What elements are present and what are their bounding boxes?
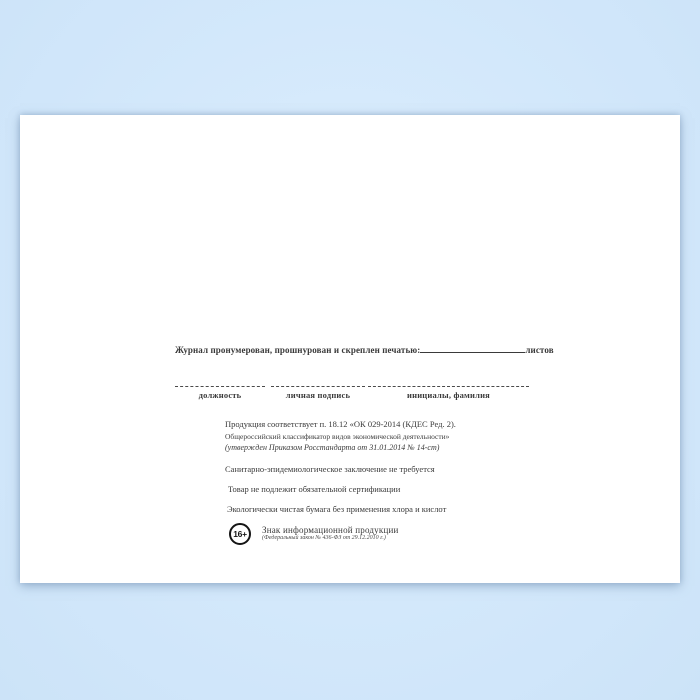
note-sanitary: Санитарно-эпидемиологическое заключение не требуется	[225, 464, 435, 474]
compliance-line-2: Общероссийский классификатор видов экономической деятельности»	[225, 431, 450, 441]
journal-back-page	[20, 115, 680, 583]
note-eco-paper: Экологически чистая бумага без применения хлора и кислот	[227, 504, 447, 514]
signature-field-initials-surname	[368, 386, 529, 400]
signature-label: должность	[198, 390, 242, 400]
age-16plus-badge-icon: 16+	[229, 523, 251, 545]
signature-field-position	[175, 386, 265, 400]
age-mark-subtitle: (Федеральный закон № 436-ФЗ от 29.12.2010 г.)	[262, 535, 386, 541]
compliance-paragraph	[225, 419, 456, 453]
stamp-sentence	[175, 345, 554, 355]
age-mark-text	[262, 525, 399, 542]
fill-in-blank-line	[420, 345, 525, 353]
signature-row	[175, 386, 530, 408]
stamp-sentence-text: Журнал пронумерован, прошнурован и скреплен печатью:	[175, 345, 421, 355]
signature-label: инициалы, фамилия	[407, 390, 490, 400]
compliance-line-3: (утвержден Приказом Росстандарта от 31.01.2014 № 14-ст)	[225, 442, 440, 452]
signature-field-personal-signature	[271, 386, 365, 400]
compliance-line-1: Продукция соответствует п. 18.12 «ОК 029-2014 (КДЕС Ред. 2).	[225, 419, 456, 429]
signature-line	[368, 386, 529, 387]
stamp-sentence-suffix: листов	[525, 345, 554, 355]
signature-label: личная подпись	[285, 390, 351, 400]
note-certification: Товар не подлежит обязательной сертификации	[228, 484, 401, 494]
signature-line	[175, 386, 265, 387]
signature-line	[271, 386, 365, 387]
age-mark-title: Знак информационной продукции	[262, 525, 399, 535]
